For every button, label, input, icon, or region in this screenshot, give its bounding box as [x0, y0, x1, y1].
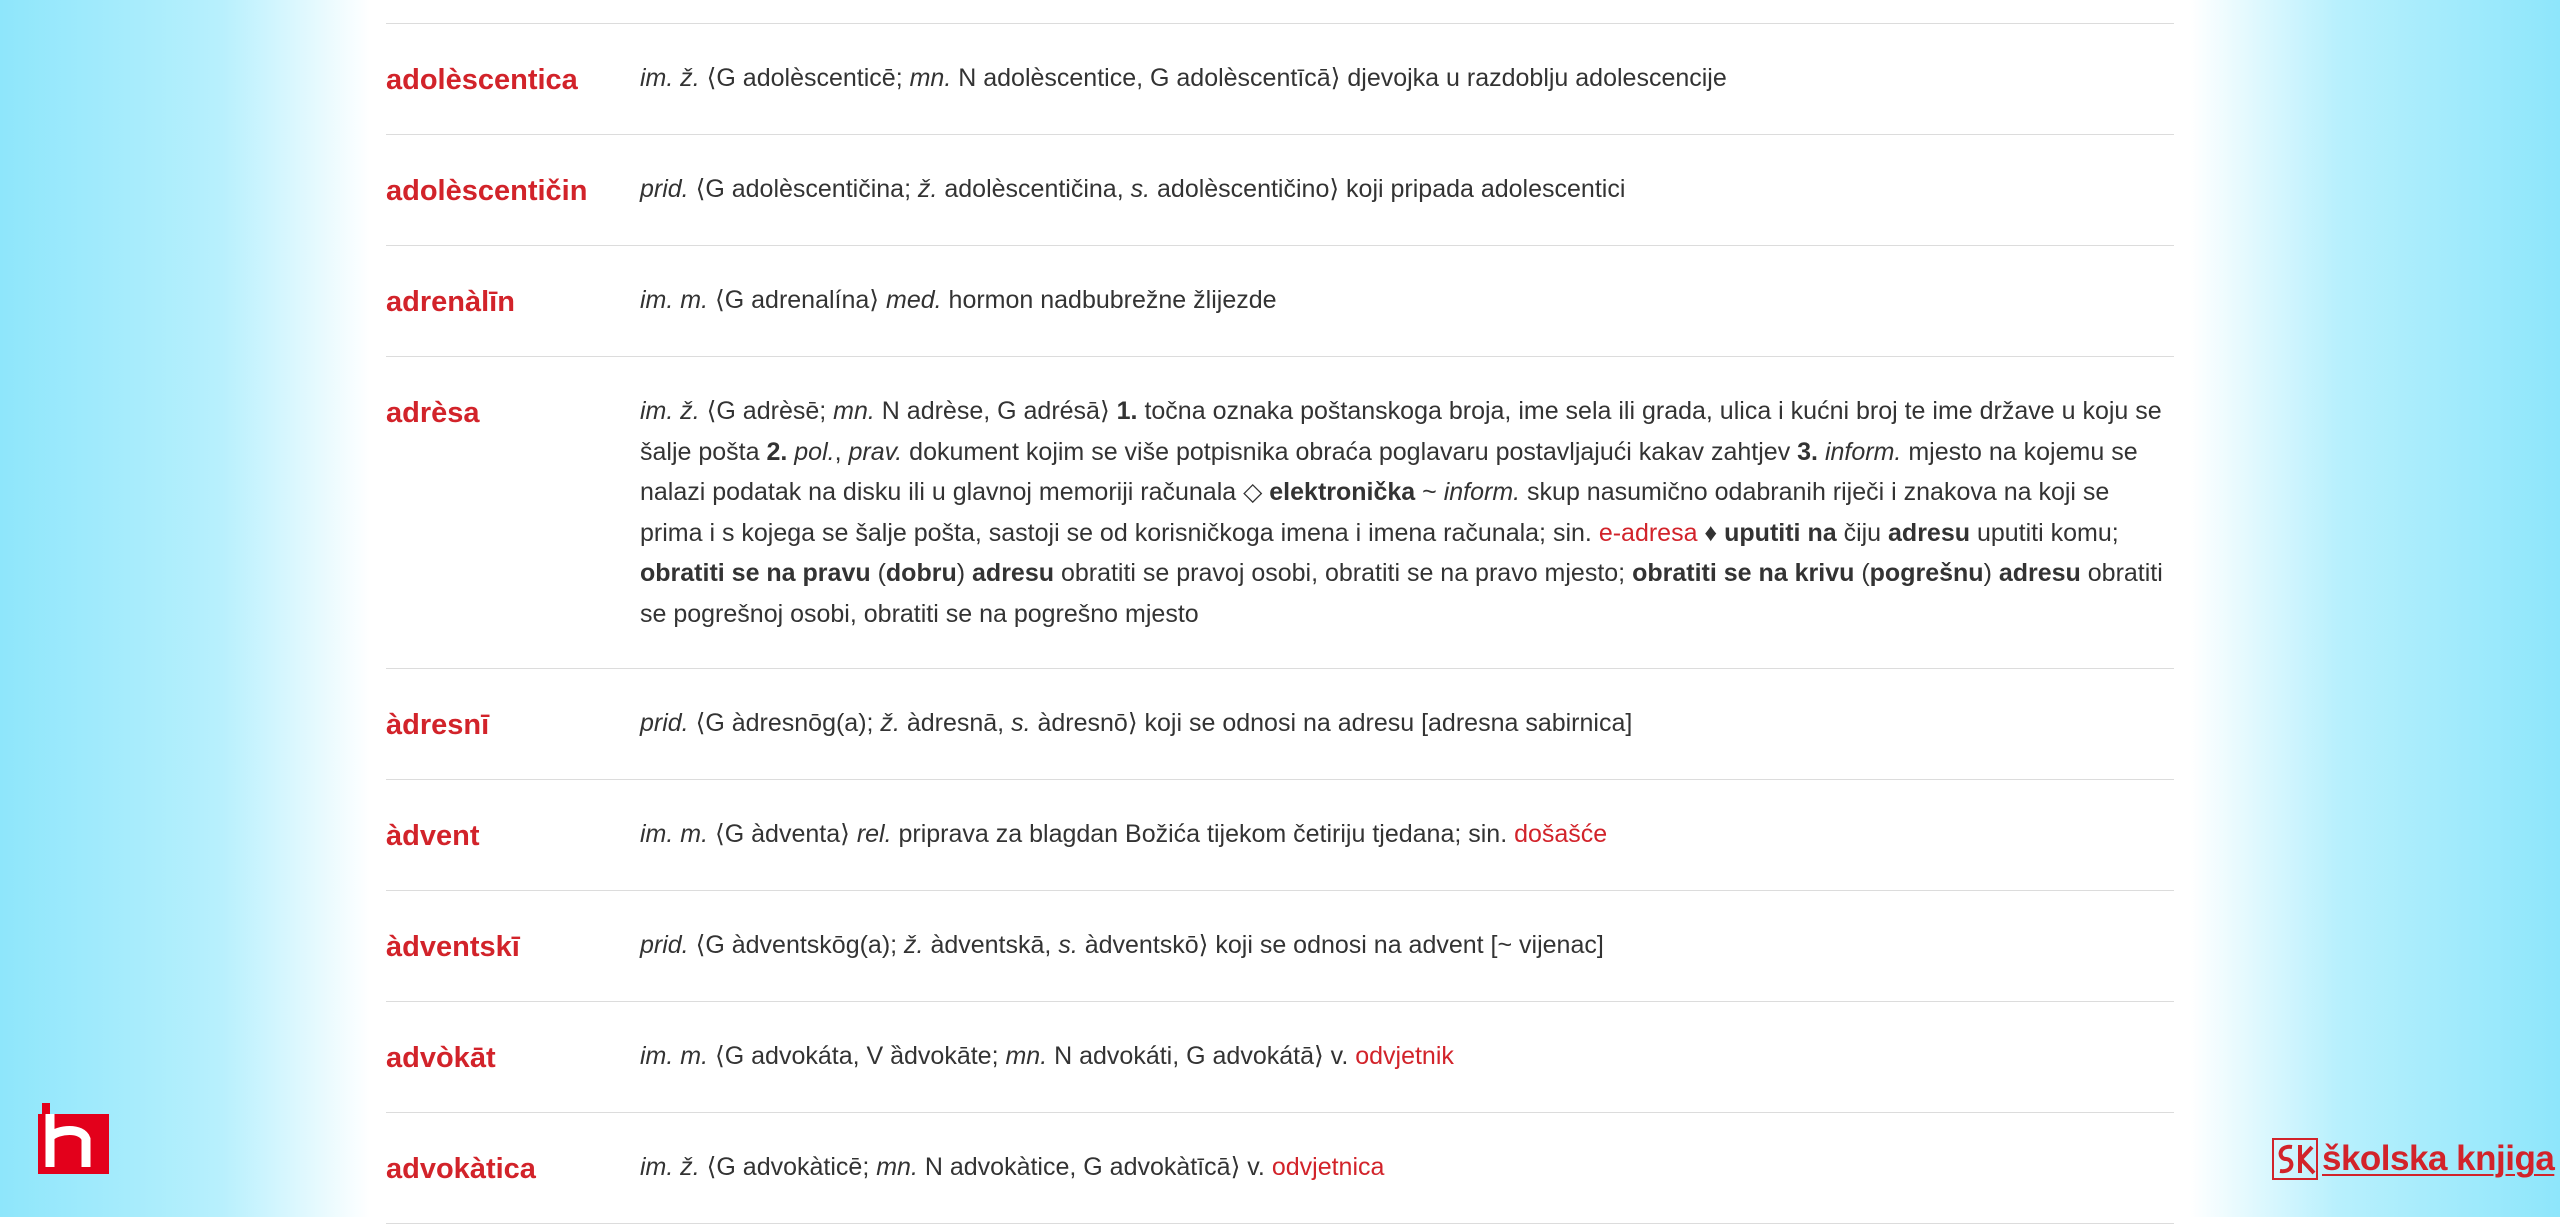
grammar-label: s. [1058, 931, 1078, 959]
entry-headword: advokàtica [386, 1153, 536, 1185]
bold-phrase: pogrešnu [1869, 559, 1984, 587]
entry-definition [640, 58, 2174, 100]
cross-reference-link[interactable]: došašće [1514, 820, 1608, 848]
definition-text: adolèscentičino⟩ koji pripada adolescentici [1150, 175, 1626, 203]
definition-text: ) [956, 559, 973, 587]
entry-headword: àdresnī [386, 709, 490, 741]
bold-phrase: adresu [1998, 559, 2081, 587]
grammar-label: mn. [876, 1153, 918, 1181]
dictionary-entry [386, 1002, 2174, 1113]
bold-phrase: 2. [766, 437, 788, 466]
definition-text: dokument kojim se više potpisnika obraća poglavaru postavljajući kakav zahtjev [902, 437, 1798, 466]
definition-text: hormon nadbubrežne žlijezde [941, 286, 1277, 314]
definition-text: N advokáti, G advokátā⟩ v. [1047, 1042, 1356, 1070]
definition-text: N adrèse, G adrésā⟩ [874, 397, 1117, 425]
right-background-panel [2190, 0, 2560, 1217]
dictionary-entry [386, 135, 2174, 246]
definition-text: ⟨G adrèsē; [699, 397, 834, 425]
definition-text: ⟨G adrenalína⟩ [708, 286, 886, 314]
definition-text: adolèscentičina, [937, 175, 1131, 203]
definition-text: ⟨G àdventskōg(a); [688, 931, 905, 959]
sk-mark-icon [2272, 1137, 2318, 1181]
dictionary-entry-list [386, 0, 2174, 1224]
grammar-label: prid. [640, 931, 689, 959]
definition-text: ⟨G adolèscentičina; [688, 175, 918, 203]
entry-headword: adolèscentičin [386, 175, 588, 207]
definition-text: ~ [1415, 478, 1444, 506]
definition-text: àdresnā, [899, 709, 1012, 737]
entry-definition [640, 1036, 2174, 1078]
entry-headword: adrenàlīn [386, 286, 515, 318]
entry-headword: àdventskī [386, 931, 520, 963]
definition-text: točna oznaka poštanskoga broja, ime sela ili grada, ulica i kućni broj te ime države u koju se šalje pošta [640, 397, 2162, 466]
bold-phrase: adresu [1888, 518, 1971, 547]
definition-text: skup nasumično odabranih riječi i znakova na koji se prima i s kojega se šalje pošta, sastoji se od korisničkoga imena i imena računala; sin. [640, 478, 2110, 547]
entry-headword: adolèscentica [386, 64, 578, 96]
grammar-label: ž. [904, 931, 924, 959]
grammar-label: s. [1130, 175, 1151, 203]
definition-text: àdventskā, [923, 931, 1059, 959]
cross-reference-link[interactable]: odvjetnik [1355, 1042, 1454, 1070]
grammar-label: im. ž. [640, 397, 700, 425]
definition-text: ( [870, 559, 886, 587]
grammar-label: im. ž. [640, 64, 700, 92]
grammar-label: s. [1011, 709, 1031, 737]
grammar-label: prav. [848, 437, 903, 466]
grammar-label: im. m. [640, 286, 709, 314]
entry-definition [640, 391, 2174, 634]
definition-text: àdventskō⟩ koji se odnosi na advent [~ vijenac] [1077, 931, 1604, 959]
grammar-label: mn. [909, 64, 952, 92]
dictionary-entry [386, 780, 2174, 891]
definition-text: ⟨G àdresnōg(a); [688, 709, 881, 737]
entry-headword: adrèsa [386, 397, 480, 429]
dictionary-entry [386, 1113, 2174, 1224]
grammar-label: med. [886, 286, 942, 314]
dictionary-entry [386, 357, 2174, 669]
entry-definition [640, 280, 2174, 322]
entry-headword: àdvent [386, 820, 480, 852]
dictionary-entry [386, 246, 2174, 357]
definition-text [1818, 438, 1825, 466]
grammar-label: im. m. [640, 820, 709, 848]
definition-text: N adolèscentice, G adolèscentīcā⟩ djevojka u razdoblju adolescencije [951, 64, 1727, 92]
entry-headword: advòkāt [386, 1042, 496, 1074]
bold-phrase: 1. [1116, 397, 1138, 425]
bold-phrase: obratiti se na krivu [1632, 559, 1855, 587]
grammar-label: ž. [917, 175, 938, 203]
definition-text: uputiti komu; [1970, 518, 2119, 547]
grammar-label: inform. [1443, 478, 1521, 506]
definition-text: ⟨G advokàticē; [699, 1153, 877, 1181]
grammar-label: prid. [640, 709, 689, 737]
definition-text: obratiti se pravoj osobi, obratiti se na pravo mjesto; [1054, 559, 1633, 587]
entry-definition [640, 703, 2174, 745]
dictionary-entry [386, 669, 2174, 780]
definition-text: ⟨G àdventa⟩ [708, 820, 857, 848]
skolska-knjiga-logo[interactable] [2272, 1136, 2554, 1182]
cross-reference-link[interactable]: odvjetnica [1271, 1153, 1385, 1181]
definition-text: mjesto na kojemu se nalazi podatak na disku ili u glavnoj memoriji računala ◇ [640, 437, 2138, 506]
bold-phrase: dobru [885, 559, 957, 587]
top-divider [386, 0, 2174, 24]
definition-text: ⟨G advokáta, V ȁdvokāte; [708, 1042, 1006, 1070]
entry-definition [640, 169, 2174, 211]
definition-text: ( [1854, 559, 1870, 587]
grammar-label: mn. [1005, 1042, 1048, 1070]
grammar-label: rel. [856, 820, 892, 848]
grammar-label: prid. [640, 175, 689, 203]
definition-text: ⟨G adolèscenticē; [699, 64, 910, 92]
definition-text: obratiti se pogrešnoj osobi, obratiti se na pogrešno mjesto [640, 559, 2163, 628]
bold-phrase: 3. [1797, 437, 1819, 466]
bold-phrase: elektronička [1269, 478, 1416, 506]
hrt-h-logo-icon[interactable] [38, 1103, 109, 1174]
definition-text: ♦ [1697, 518, 1725, 547]
grammar-label: im. ž. [640, 1153, 700, 1181]
grammar-label: ž. [880, 709, 900, 737]
definition-text: N advokàtice, G advokàtīcā⟩ v. [917, 1153, 1272, 1181]
definition-text: ) [1983, 559, 1999, 587]
definition-text: čiju [1836, 518, 1889, 547]
grammar-label: mn. [833, 397, 875, 425]
bold-phrase: obratiti se na pravu [640, 559, 871, 587]
entry-definition [640, 925, 2174, 967]
skolska-knjiga-text: školska knjiga [2322, 1139, 2555, 1178]
dictionary-entry [386, 24, 2174, 135]
grammar-label: pol. [794, 437, 835, 466]
entry-definition [640, 1147, 2174, 1189]
grammar-label: im. m. [640, 1042, 709, 1070]
left-background-panel [0, 0, 370, 1217]
dictionary-entry [386, 891, 2174, 1002]
definition-text: àdresnō⟩ koji se odnosi na adresu [adresna sabirnica] [1030, 709, 1633, 737]
cross-reference-link[interactable]: e-adresa [1598, 518, 1698, 547]
entry-definition [640, 814, 2174, 856]
grammar-label: inform. [1824, 437, 1902, 466]
definition-text: priprava za blagdan Božića tijekom četiriju tjedana; sin. [891, 820, 1515, 848]
bold-phrase: uputiti na [1724, 518, 1837, 547]
bold-phrase: adresu [972, 559, 1054, 587]
definition-text: , [834, 437, 849, 466]
